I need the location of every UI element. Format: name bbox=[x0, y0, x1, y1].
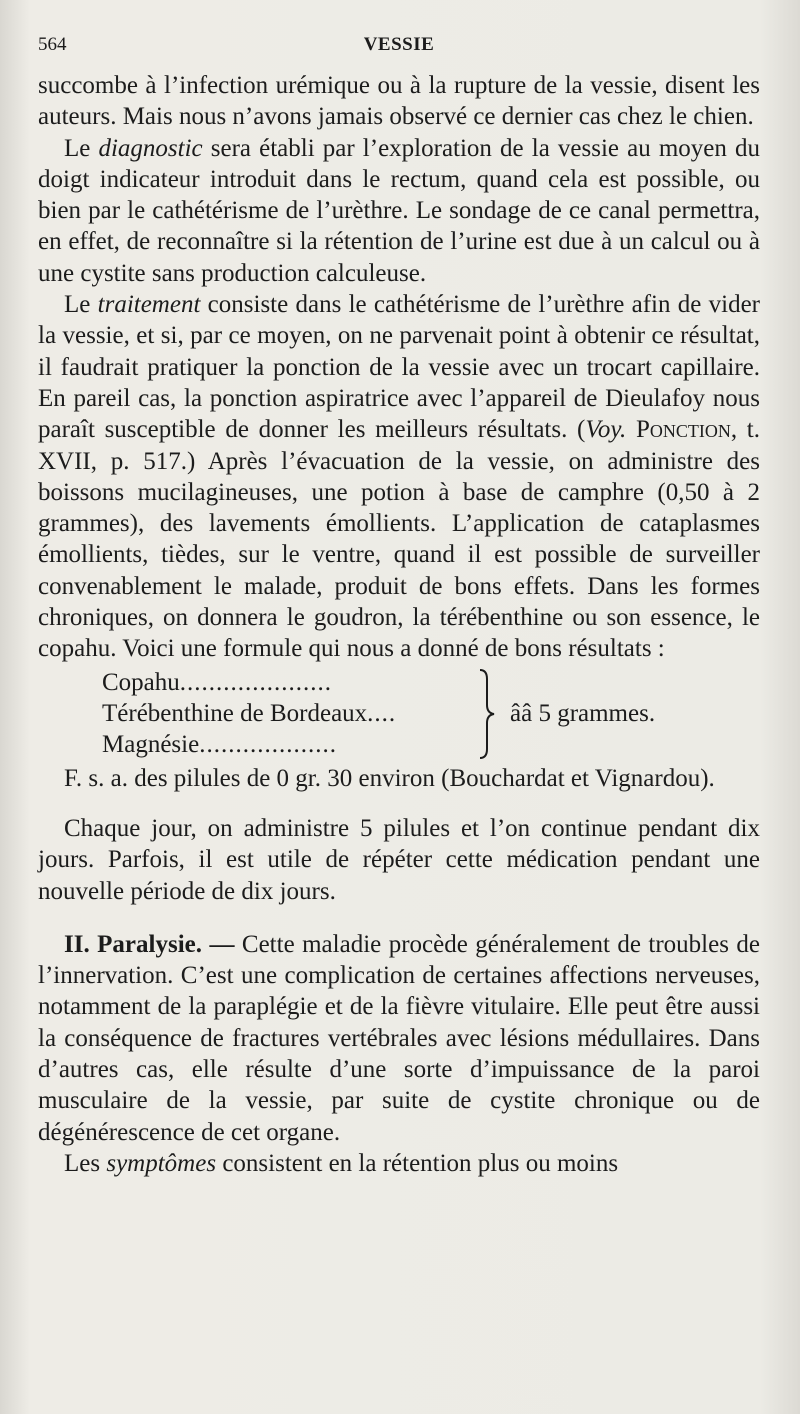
spacer bbox=[38, 907, 760, 929]
formula-leader: ..................... bbox=[179, 668, 333, 696]
formula-item bbox=[102, 667, 472, 698]
formula-leader: ................... bbox=[199, 730, 337, 758]
formula-item bbox=[102, 698, 472, 729]
term-diagnostic: diagnostic bbox=[98, 134, 203, 162]
running-title: VESSIE bbox=[363, 34, 435, 55]
formula-item-name: Copahu bbox=[102, 668, 180, 696]
paragraph-continuation: succombe à l’infection urémique ou à la rupture de la vessie, disent les auteurs. Mais nous n’avons jamais observé ce dernier cas chez le chien. bbox=[38, 72, 760, 131]
paragraph-text: sera établi par l’exploration de la vessie au moyen du doigt indicateur introduit dans le rectum, quand cela est possible, ou bien par le cathétérisme de l’urèthre. Le sondage de ce canal permettra, en effet, de reconnaître si la rétention de l’urine est due à un calcul ou à une cystite sans production calculeuse. bbox=[38, 134, 760, 287]
paragraph-lead: Le bbox=[64, 291, 98, 319]
paragraph-lead: Les bbox=[64, 1149, 107, 1177]
prescription-formula bbox=[38, 667, 760, 763]
formula-item bbox=[102, 729, 472, 760]
paragraph-text: Cette maladie procède généralement de troubles de l’innervation. C’est une complication de certaines affections nerveuses, notamment de la paraplégie et de la fièvre vitulaire. Elle peut être aussi la conséquence de fractures vertébrales avec lésions médullaires. Dans d’autres cas, elle résulte d’une sorte d’impuissance de la paroi musculaire de la vessie, par suite de cystite chronique ou de dégénérescence de cet organe. bbox=[38, 930, 760, 1146]
formula-dose: ââ 5 grammes. bbox=[510, 699, 656, 727]
page-number: 564 bbox=[38, 34, 67, 55]
section-heading: II. Paralysie. — bbox=[64, 930, 235, 958]
brace-icon bbox=[476, 667, 498, 761]
running-header bbox=[38, 30, 760, 70]
paragraph-symptomes bbox=[38, 1148, 760, 1179]
paragraph-lead: Le bbox=[64, 134, 99, 162]
formula-item-name: Térébenthine de Bordeaux bbox=[102, 699, 368, 727]
paragraph-posologie: Chaque jour, on administre 5 pilules et l’on continue pendant dix jours. Parfois, il est utile de répéter cette médication pendant une nouvelle période de dix jours. bbox=[38, 814, 760, 905]
spacer bbox=[38, 794, 760, 813]
voy-reference: Voy. bbox=[585, 416, 627, 444]
paragraph-text: consiste dans le cathétérisme de l’urèthre afin de vider la vessie, et si, par ce moyen, on ne parvenait point à obtenir ce résultat, il faudrait pratiquer la ponction de la vessie avec un trocart capillaire. En pareil cas, la ponction aspiratrice avec l’appareil de Dieulafoy nous paraît susceptible de donner les meilleurs résultats. ( bbox=[38, 291, 760, 444]
ponction-reference: Ponction bbox=[635, 416, 731, 444]
formula-item-name: Magnésie bbox=[102, 730, 200, 758]
paragraph-diagnostic bbox=[38, 133, 760, 289]
paragraph-text: , t. XVII, p. 517.) Après l’évacuation de la vessie, on administre des boissons mucilagineuses, une potion à base de camphre (0,50 à 2 grammes), des lavements émollients. L’application de cataplasmes émollients, tièdes, sur le ventre, quand il est possible de surveiller convenablement le malade, produit de bons effets. Dans les formes chroniques, on donnera le goudron, la térébenthine ou son essence, le copahu. Voici une formule qui nous a donné de bons résultats : bbox=[38, 416, 760, 663]
paragraph-paralysie bbox=[38, 929, 760, 1148]
paragraph-text: consistent en la rétention plus ou moins bbox=[216, 1149, 619, 1177]
term-traitement: traitement bbox=[97, 291, 201, 319]
paragraph-pilules: F. s. a. des pilules de 0 gr. 30 environ (Bouchardat et Vignardou). bbox=[64, 764, 715, 792]
reference-space bbox=[626, 416, 636, 443]
paragraph-traitement bbox=[38, 289, 760, 665]
formula-leader: .... bbox=[367, 699, 397, 727]
term-symptomes: symptômes bbox=[106, 1149, 217, 1177]
